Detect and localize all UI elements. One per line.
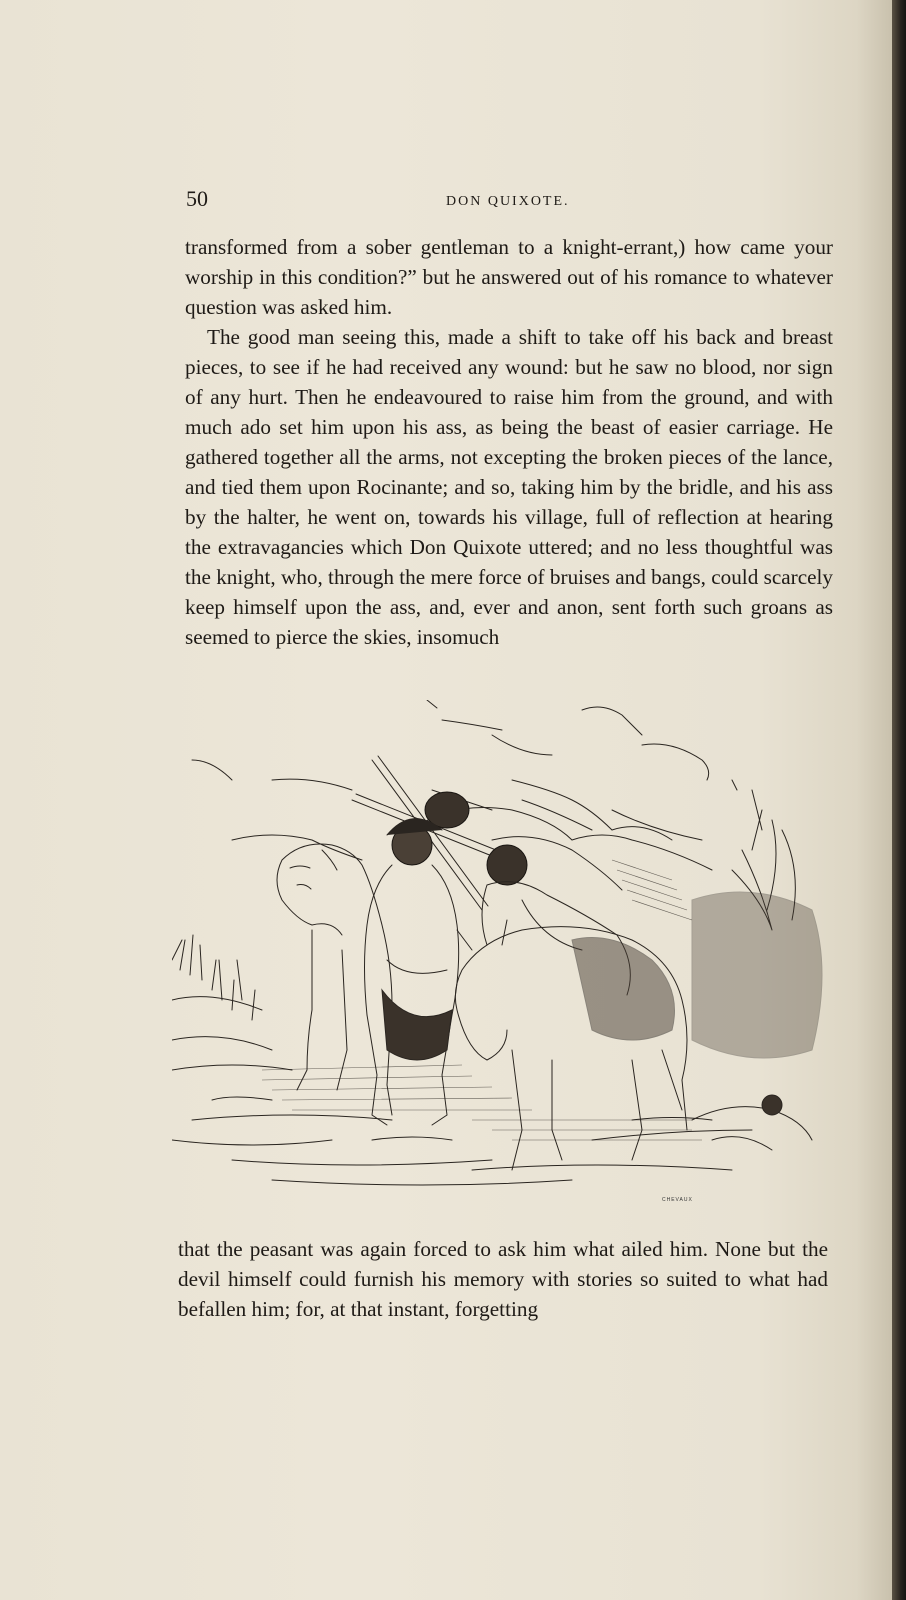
paragraph-continued: transformed from a sober gentleman to a knight-errant,) how came your worship in this condition?” but he answered out of his romance to whatever question was asked him. — [185, 235, 833, 319]
engraver-signature: CHEVAUX — [662, 1197, 693, 1203]
lower-text-block — [178, 1234, 828, 1324]
page-edge-shadow — [892, 0, 906, 1600]
running-title: DON QUIXOTE. — [446, 194, 570, 209]
page-number: 50 — [186, 186, 208, 211]
page-header — [186, 186, 826, 216]
paragraph-good-man: The good man seeing this, made a shift to take off his back and breast pieces, to see if he had received any wound: but he saw no blood, nor sign of any hurt. Then he endeavoured to raise him from the ground, and with much ado set him upon his ass, as being the beast of easier carriage. He gathered together all the arms, not excepting the broken pieces of the lance, and tied them upon Rocinante; and so, taking him by the bridle, and his ass by the halter, he went on, towards his village, full of reflection at hearing the extravagancies which Don Quixote uttered; and no less thoughtful was the knight, who, through the mere force of bruises and bangs, could scarcely keep himself upon the ass, and, ever and anon, sent forth such groans as seemed to pierce the skies, insomuch — [185, 325, 833, 649]
engraving-illustration — [172, 700, 832, 1210]
upper-text-block — [185, 232, 833, 652]
paragraph-peasant: that the peasant was again forced to ask him what ailed him. None but the devil himself could furnish his memory with stories so suited to what had befallen him; for, at that instant, forgetting — [178, 1237, 828, 1321]
